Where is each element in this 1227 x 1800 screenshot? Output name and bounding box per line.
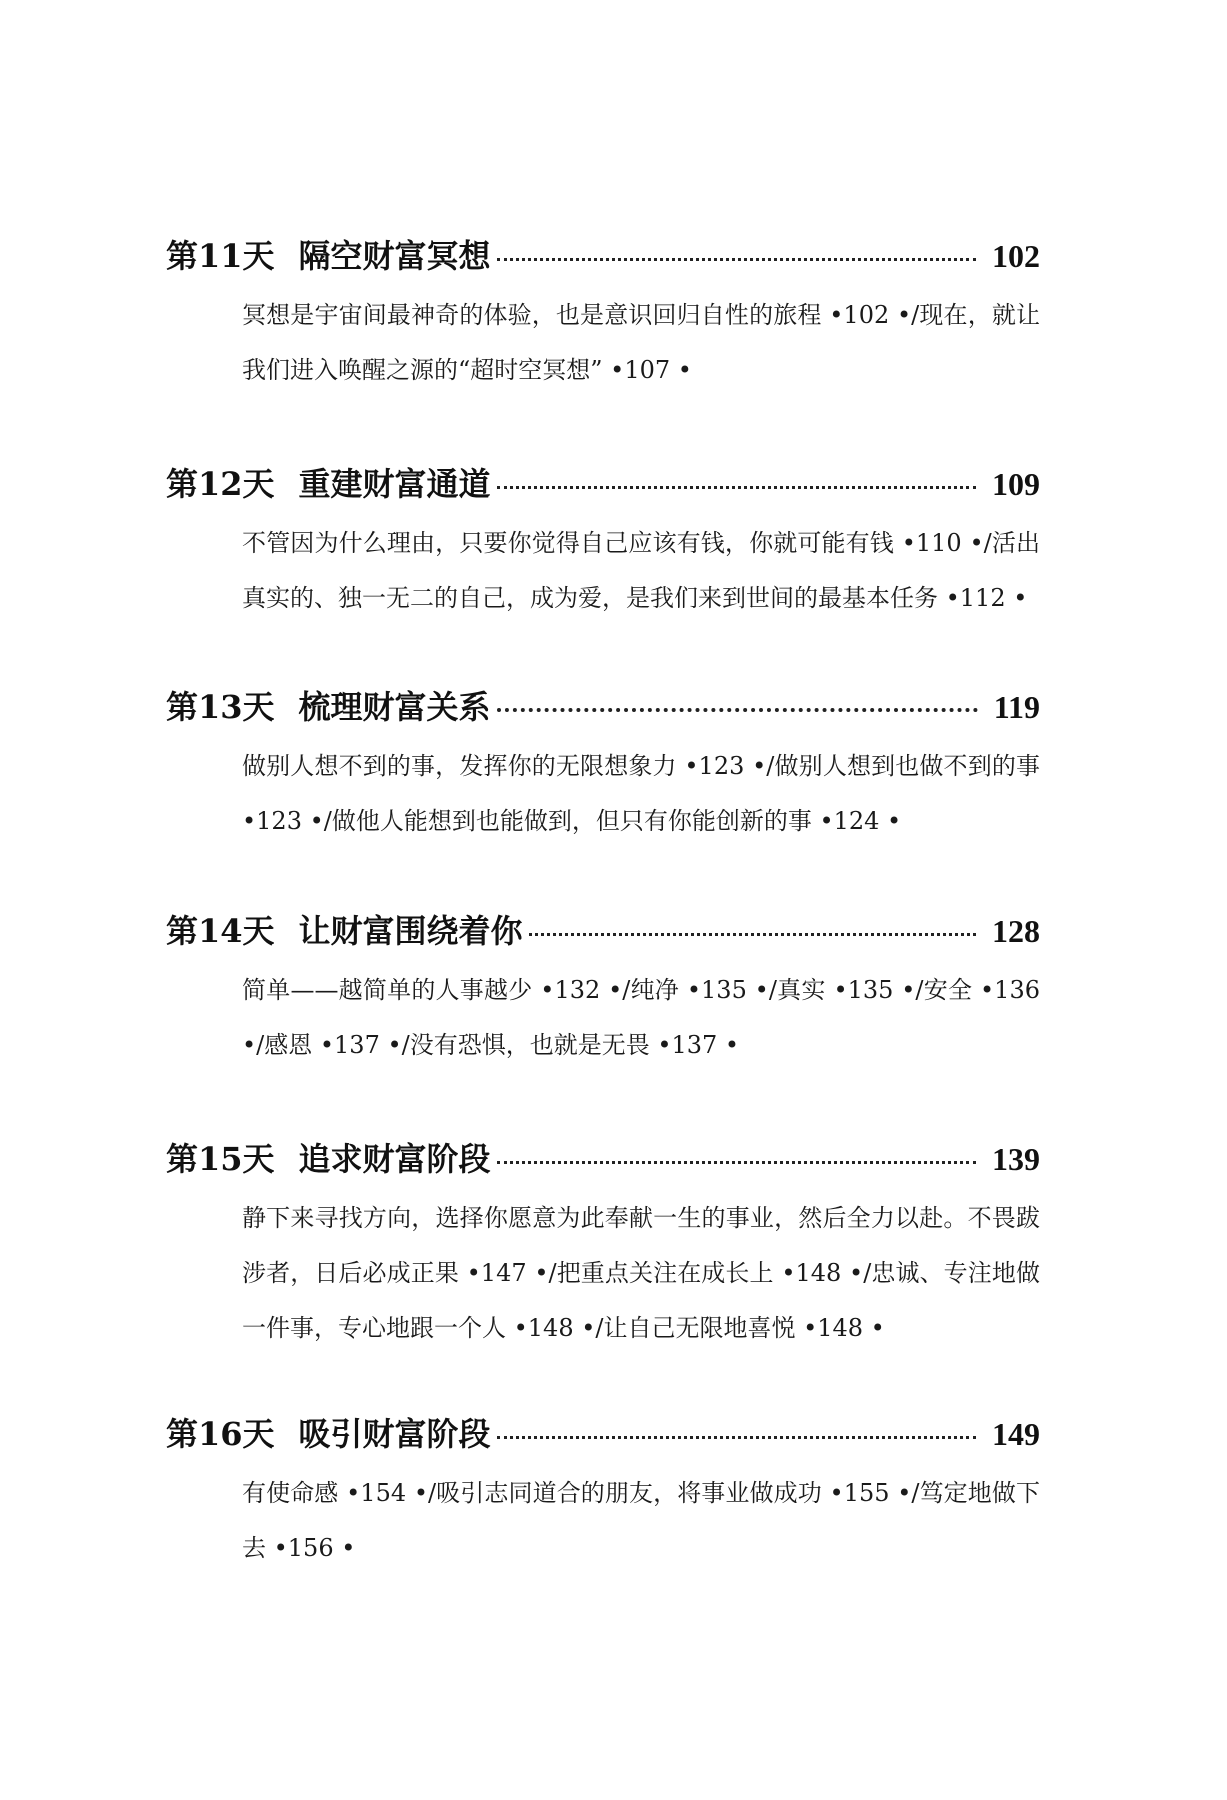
- chapter-day: 第16天: [166, 1415, 275, 1453]
- chapter-title: 隔空财富冥想: [298, 237, 491, 275]
- chapter-title: 梳理财富关系: [298, 688, 491, 726]
- chapter-day: 第13天: [166, 688, 275, 726]
- chapter-page-number: 102: [992, 238, 1040, 274]
- chapter-entry: [166, 456, 1040, 626]
- dot-leader: [497, 486, 976, 489]
- dot-leader: [497, 1161, 976, 1164]
- chapter-summary: 简单——越简单的人事越少 •132 •/纯净 •135 •/真实 •135 •/安全 •136 •/感恩 •137 •/没有恐惧，也就是无畏 •137 •: [242, 976, 1040, 1059]
- chapter-summary: 有使命感 •154 •/吸引志同道合的朋友，将事业做成功 •155 •/笃定地做下去 •156 •: [242, 1479, 1040, 1562]
- chapter-heading[interactable]: [166, 903, 1040, 959]
- chapter-title: 重建财富通道: [298, 465, 491, 503]
- table-of-contents: [166, 228, 1040, 1576]
- dot-leader: [497, 1436, 976, 1439]
- chapter-day: 第12天: [166, 465, 275, 503]
- chapter-entry: [166, 1131, 1040, 1356]
- chapter-summary: 静下来寻找方向，选择你愿意为此奉献一生的事业，然后全力以赴。不畏跋涉者，日后必成正果 •147 •/把重点关注在成长上 •148 •/忠诚、专注地做一件事，专心地跟一个人 •148 •/让自己无限地喜悦 •148 •: [242, 1204, 1040, 1342]
- chapter-page-number: 109: [992, 466, 1040, 502]
- chapter-heading[interactable]: [166, 456, 1040, 512]
- chapter-entry: [166, 679, 1040, 849]
- chapter-day: 第14天: [166, 912, 275, 950]
- dot-leader: [497, 708, 978, 712]
- chapter-page-number: 149: [992, 1416, 1040, 1452]
- chapter-heading[interactable]: [166, 1406, 1040, 1462]
- chapter-title: 追求财富阶段: [298, 1140, 491, 1178]
- chapter-entry: [166, 903, 1040, 1073]
- chapter-summary: 做别人想不到的事，发挥你的无限想象力 •123 •/做别人想到也做不到的事 •123 •/做他人能想到也能做到，但只有你能创新的事 •124 •: [242, 752, 1040, 835]
- chapter-summary: 冥想是宇宙间最神奇的体验，也是意识回归自性的旅程 •102 •/现在，就让我们进入唤醒之源的“超时空冥想” •107 •: [242, 301, 1040, 384]
- chapter-title: 让财富围绕着你: [298, 912, 523, 950]
- chapter-heading[interactable]: [166, 679, 1040, 735]
- chapter-title: 吸引财富阶段: [298, 1415, 491, 1453]
- chapter-page-number: 119: [993, 689, 1040, 725]
- chapter-entry: [166, 228, 1040, 398]
- chapter-summary: 不管因为什么理由，只要你觉得自己应该有钱，你就可能有钱 •110 •/活出真实的、独一无二的自己，成为爱，是我们来到世间的最基本任务 •112 •: [242, 529, 1040, 612]
- chapter-day: 第15天: [166, 1140, 275, 1178]
- chapter-page-number: 128: [992, 913, 1040, 949]
- chapter-page-number: 139: [992, 1141, 1040, 1177]
- chapter-entry: [166, 1406, 1040, 1576]
- dot-leader: [497, 258, 976, 261]
- chapter-heading[interactable]: [166, 228, 1040, 284]
- chapter-day: 第11天: [166, 237, 275, 275]
- chapter-heading[interactable]: [166, 1131, 1040, 1187]
- dot-leader: [529, 933, 976, 936]
